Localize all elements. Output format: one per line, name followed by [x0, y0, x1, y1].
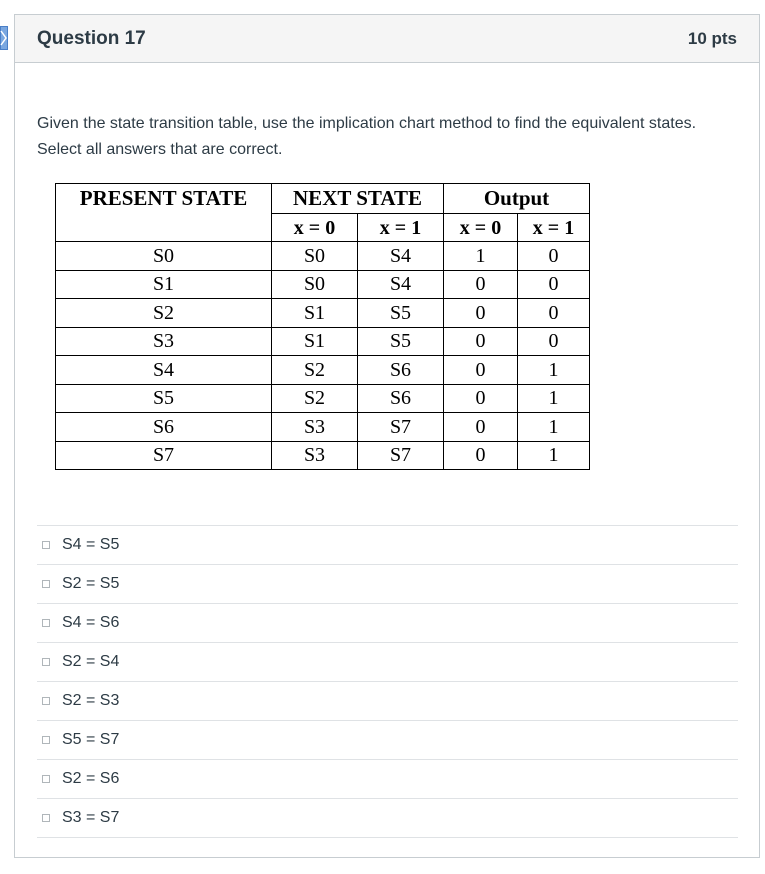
table-cell-out-x1: 0 [518, 242, 590, 271]
table-cell-out-x1: 1 [518, 441, 590, 470]
table-row [56, 413, 590, 442]
state-transition-table [55, 183, 590, 470]
table-cell-out-x1: 0 [518, 270, 590, 299]
table-cell-present: S5 [56, 384, 272, 413]
table-cell-present: S0 [56, 242, 272, 271]
table-row [56, 242, 590, 271]
table-cell-out-x0: 0 [444, 270, 518, 299]
table-row [56, 327, 590, 356]
table-cell-present: S1 [56, 270, 272, 299]
table-cell-out-x0: 0 [444, 327, 518, 356]
table-cell-out-x0: 0 [444, 356, 518, 385]
answer-checkbox[interactable] [42, 775, 50, 783]
question-header [15, 15, 759, 63]
answer-label: S2 = S3 [62, 692, 120, 709]
table-cell-next-x0: S2 [272, 384, 358, 413]
answer-option[interactable] [37, 682, 738, 721]
table-cell-next-x1: S4 [358, 270, 444, 299]
table-cell-next-x0: S3 [272, 441, 358, 470]
table-row [56, 299, 590, 328]
question-points: 10 pts [687, 28, 737, 48]
answer-label: S3 = S7 [62, 809, 120, 826]
answer-checkbox[interactable] [42, 658, 50, 666]
header-next-x1: x = 1 [358, 214, 444, 242]
table-cell-out-x1: 0 [518, 327, 590, 356]
header-present-state: PRESENT STATE [56, 184, 272, 214]
table-cell-present: S2 [56, 299, 272, 328]
answer-option[interactable] [37, 565, 738, 604]
answer-option[interactable] [37, 526, 738, 565]
table-cell-next-x0: S1 [272, 299, 358, 328]
table-cell-next-x0: S2 [272, 356, 358, 385]
table-cell-present: S3 [56, 327, 272, 356]
question-text: Given the state transition table, use the implication chart method to find the equivalent states. Select all answers that are correct. [37, 115, 697, 158]
question-title: Question 17 [37, 27, 146, 49]
chevron-right-icon [0, 30, 8, 46]
table-cell-next-x1: S6 [358, 356, 444, 385]
header-present-blank [56, 214, 272, 242]
table-cell-present: S6 [56, 413, 272, 442]
answer-label: S2 = S6 [62, 770, 120, 787]
answer-label: S4 = S5 [62, 536, 120, 553]
answer-label: S2 = S5 [62, 575, 120, 592]
table-cell-out-x1: 0 [518, 299, 590, 328]
table-cell-present: S7 [56, 441, 272, 470]
answer-checkbox[interactable] [42, 814, 50, 822]
answer-option[interactable] [37, 760, 738, 799]
answer-checkbox[interactable] [42, 736, 50, 744]
header-next-state: NEXT STATE [272, 184, 444, 214]
table-cell-next-x1: S5 [358, 299, 444, 328]
answer-label: S2 = S4 [62, 653, 120, 670]
table-cell-present: S4 [56, 356, 272, 385]
table-cell-next-x1: S7 [358, 441, 444, 470]
answer-label: S4 = S6 [62, 614, 120, 631]
header-output-x0: x = 0 [444, 214, 518, 242]
table-row [56, 356, 590, 385]
flag-question-icon[interactable] [0, 26, 8, 50]
table-cell-out-x0: 1 [444, 242, 518, 271]
answer-option[interactable] [37, 643, 738, 682]
answer-list [37, 525, 738, 838]
table-row [56, 384, 590, 413]
table-cell-out-x1: 1 [518, 384, 590, 413]
table-cell-next-x0: S0 [272, 242, 358, 271]
answer-checkbox[interactable] [42, 697, 50, 705]
header-output-x1: x = 1 [518, 214, 590, 242]
table-cell-next-x1: S7 [358, 413, 444, 442]
answer-checkbox[interactable] [42, 541, 50, 549]
table-cell-out-x1: 1 [518, 413, 590, 442]
table-cell-next-x1: S6 [358, 384, 444, 413]
table-cell-out-x0: 0 [444, 441, 518, 470]
table-body [56, 242, 590, 470]
answer-option[interactable] [37, 799, 738, 838]
table-cell-next-x0: S3 [272, 413, 358, 442]
table-cell-next-x0: S0 [272, 270, 358, 299]
answer-checkbox[interactable] [42, 619, 50, 627]
table-row [56, 441, 590, 470]
table-cell-out-x0: 0 [444, 384, 518, 413]
answer-label: S5 = S7 [62, 731, 120, 748]
header-next-x0: x = 0 [272, 214, 358, 242]
question-panel [14, 14, 760, 858]
table-cell-next-x0: S1 [272, 327, 358, 356]
answer-option[interactable] [37, 721, 738, 760]
table-cell-next-x1: S4 [358, 242, 444, 271]
header-output: Output [444, 184, 590, 214]
answer-option[interactable] [37, 604, 738, 643]
table-cell-out-x0: 0 [444, 299, 518, 328]
answer-checkbox[interactable] [42, 580, 50, 588]
table-cell-out-x0: 0 [444, 413, 518, 442]
table-row [56, 270, 590, 299]
table-cell-out-x1: 1 [518, 356, 590, 385]
table-cell-next-x1: S5 [358, 327, 444, 356]
